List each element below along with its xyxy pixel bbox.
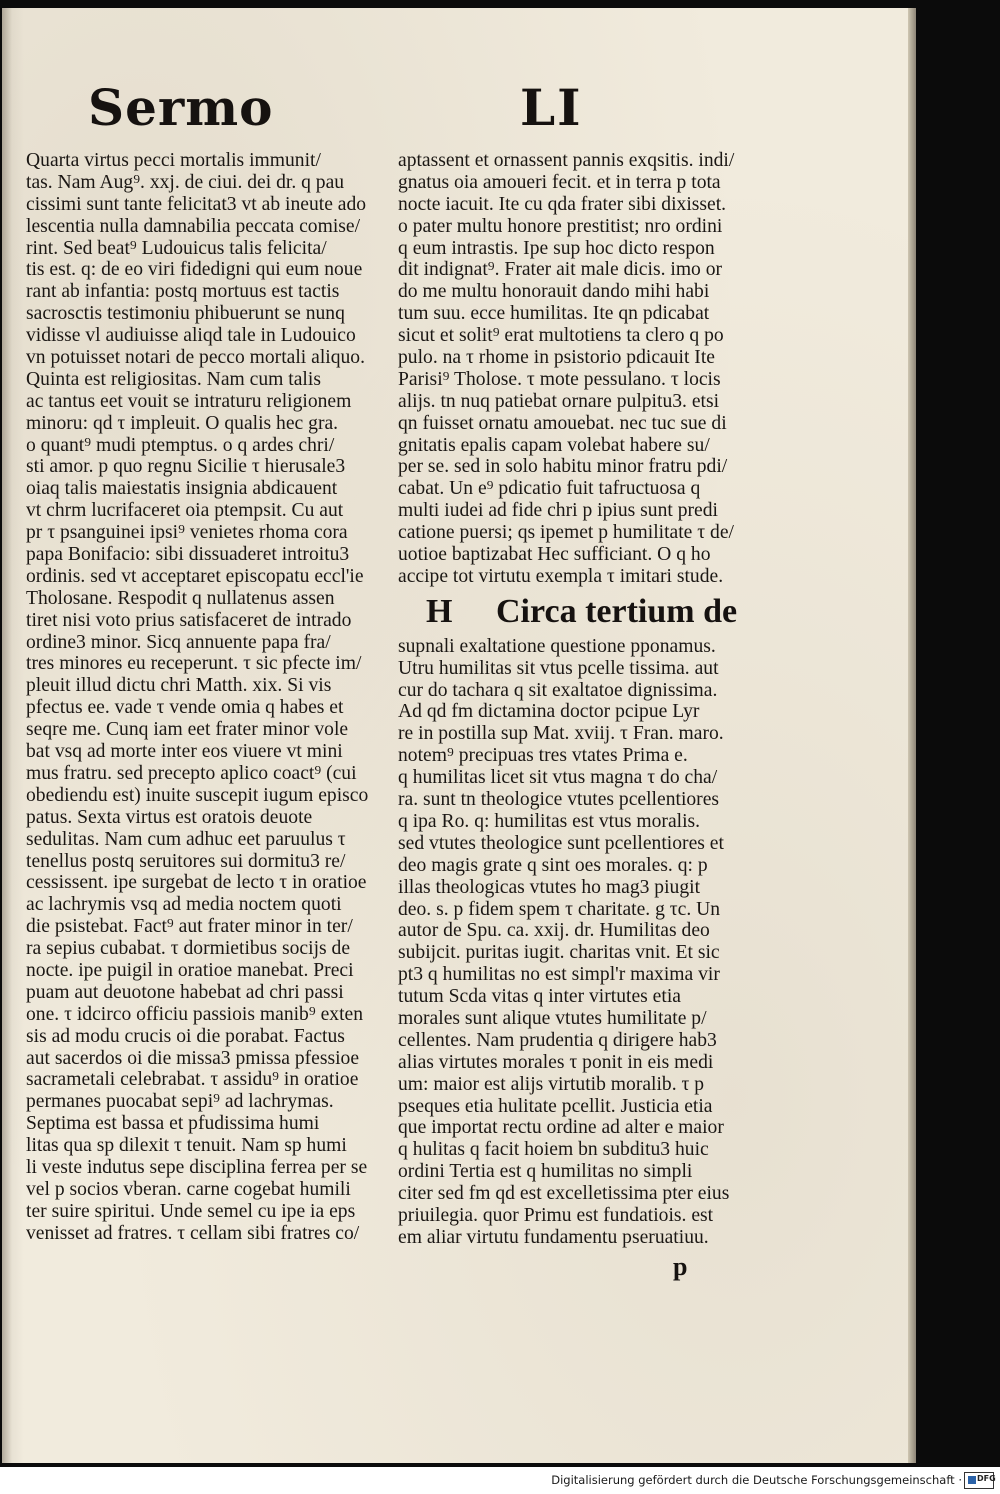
text-line: puam aut deuotone habebat ad chri passi (26, 981, 344, 1003)
text-line: re in postilla sup Mat. xviij. τ Fran. maro. (398, 723, 724, 745)
section-heading-text: Circa tertium de (496, 592, 738, 630)
text-line: ordine3 minor. Sicq annuente papa fra/ (26, 631, 331, 653)
text-line: Utru humilitas sit vtus pcelle tissima. aut (398, 657, 719, 679)
text-line: cur do tachara q sit exaltatoe dignissima. (398, 679, 718, 701)
text-line: papa Bonifacio: sibi dissuaderet introitu3 (26, 544, 350, 566)
text-line: cissimi sunt tante felicitat3 vt ab ineute ado (26, 193, 367, 215)
text-line: bat vsq ad morte inter eos viuere vt mini (26, 741, 343, 763)
dfg-logo-mark-icon (968, 1476, 976, 1484)
footer-credit: Digitalisierung gefördert durch die Deutsche Forschungsgemeinschaft · (551, 1473, 962, 1487)
text-line: per se. sed in solo habitu minor fratru pdi/ (398, 456, 728, 478)
footer-bar (0, 1467, 1000, 1494)
text-line: ordini Tertia est q humilitas no simpli (398, 1161, 693, 1183)
text-line: em aliar virtutu fundamentu pseruatiuu. (398, 1226, 709, 1248)
text-line: gnitatis epalis capam volebat habere su/ (398, 434, 710, 456)
text-line: rint. Sed beat⁹ Ludouicus talis felicita/ (26, 237, 327, 259)
text-line: aut sacerdos oi die missa3 pmissa pfessioe (26, 1047, 360, 1069)
text-line: deo. s. p fidem spem τ charitate. g τc. Un (398, 898, 721, 920)
text-line: pr τ psanguinei ipsi⁹ venietes rhoma cora (26, 522, 348, 544)
text-line: minoru: qd τ impleuit. O qualis hec gra. (26, 412, 339, 434)
text-line: Ad qd fm dictamina doctor pcipue Lyr (398, 701, 700, 723)
text-line: tres minores eu receperunt. τ sic pfecte im/ (26, 653, 362, 675)
text-line: cabat. Un e⁹ pdicatio fuit tafructuosa q (398, 478, 701, 500)
text-line: sis ad modu crucis oi die porabat. Factus (26, 1025, 345, 1047)
text-line: vidisse vl audiuisse aliqd tale in Ludouico (26, 325, 356, 347)
text-line: Septima est bassa et pfudissima humi (26, 1113, 320, 1135)
text-line: one. τ idcirco officiu passiois manib⁹ exten (26, 1003, 364, 1025)
text-line: patus. Sexta virtus est oratois deuote (26, 806, 313, 828)
text-line: gnatus oia amoueri fecit. et in terra p tota (398, 171, 721, 193)
text-line: tas. Nam Aug⁹. xxj. de ciui. dei dr. q pau (26, 171, 345, 193)
text-line: obediendu est) inuite suscepit iugum episco (26, 784, 369, 806)
dfg-logo-text: DFG (977, 1474, 996, 1483)
text-line: ra. sunt tn theologice vtutes pcellentiores (398, 789, 720, 811)
text-line: tum suu. ecce humilitas. Ite qn pdicabat (398, 303, 710, 325)
text-line: nocte. ipe puigil in oratioe manebat. Preci (26, 959, 354, 981)
text-line: ter suire spiritui. Unde semel cu ipe ia eps (26, 1200, 356, 1222)
text-line: venisset ad fratres. τ cellam sibi fratres co/ (26, 1222, 360, 1244)
text-line: qn fuisset ornatu amouebat. nec tuc sue di (398, 412, 727, 434)
text-line: morales sunt alique vtutes humilitate p/ (398, 1007, 707, 1029)
text-line: aptassent et ornassent pannis exqsitis. indi/ (398, 150, 735, 171)
text-line: vn potuisset notari de pecco mortali aliquo. (26, 347, 365, 369)
left-column (26, 150, 378, 1245)
text-line: ordinis. sed vt acceptaret episcopatu eccl'ie (26, 565, 364, 587)
text-line: oiaq talis maiestatis insignia abdicauent (26, 478, 338, 500)
text-line: subijcit. puritas iugit. charitas vnit. Et sic (398, 942, 720, 964)
text-line: accipe tot virtutu exempla τ imitari stude. (398, 565, 724, 587)
text-line: multi iudei ad fide chri p ipius sunt predi (398, 500, 718, 522)
text-line: pfectus ee. vade τ vende omia q habes et (26, 697, 344, 719)
text-line: ac lachrymis vsq ad media noctem quoti (26, 894, 342, 916)
text-line: tiret nisi voto prius satisfaceret de intrado (26, 609, 352, 631)
folio-number: LI (520, 78, 583, 137)
text-line: cessissent. ipe surgebat de lecto τ in oratioe (26, 872, 367, 894)
text-line: illas theologicas vtutes ho mag3 piugit (398, 876, 701, 898)
right-column-top-block (398, 150, 764, 588)
text-line: priuilegia. quor Primu est fundatiois. est (398, 1204, 714, 1226)
text-line: litas qua sp dilexit τ tenuit. Nam sp humi (26, 1135, 347, 1157)
page-edge (908, 8, 916, 1463)
text-line: sicut et solit⁹ erat multotiens ta clero q po (398, 325, 724, 347)
dfg-logo (964, 1472, 994, 1489)
text-line: do me multu honorauit dando mihi habi (398, 281, 710, 303)
text-line: cellentes. Nam prudentia q dirigere hab3 (398, 1029, 717, 1051)
text-line: q humilitas licet sit vtus magna τ do cha/ (398, 767, 718, 789)
text-line: permanes puocabat sepi⁹ ad lachrymas. (26, 1091, 334, 1113)
text-line: Parisi⁹ Tholose. τ mote pessulano. τ locis (398, 368, 721, 390)
text-line: q ipa Ro. q: humilitas est vtus moralis. (398, 810, 701, 832)
text-line: tutum Scda vitas q inter virtutes etia (398, 986, 681, 1008)
section-heading (398, 588, 764, 636)
text-line: sed vtutes theologice sunt pcellentiores et (398, 832, 724, 854)
text-line: pseques etia hulitate pcellit. Justicia etia (398, 1095, 713, 1117)
text-line: supnali exaltatione questione pponamus. (398, 635, 716, 657)
text-line: Tholosane. Respodit q nullatenus assen (26, 587, 335, 609)
text-line: lescentia nulla damnabilia peccata comise/ (26, 215, 361, 237)
text-line: alijs. tn nuq patiebat ornare pulpitu3. etsi (398, 390, 720, 412)
text-line: ac tantus eet vouit se intraturu religionem (26, 390, 352, 412)
text-line: um: maior est alijs virtutib moralib. τ p (398, 1073, 705, 1095)
text-line: sacrosctis testimoniu phibuerunt se nunq (26, 303, 345, 325)
text-line: notem⁹ precipuas tres vtates Prima e. (398, 745, 688, 767)
text-line: uotioe baptizabat Hec sufficiant. O q ho (398, 544, 711, 566)
section-initial: H (426, 592, 453, 630)
right-column-bottom-block (398, 636, 764, 1249)
text-line: alias virtutes morales τ ponit in eis medi (398, 1051, 714, 1073)
text-line: autor de Spu. ca. xxij. dr. Humilitas deo (398, 920, 710, 942)
text-line: que importat rectu ordine ad alter e maior (398, 1117, 724, 1139)
text-line: Quinta est religiositas. Nam cum talis (26, 368, 321, 390)
text-line: o quant⁹ mudi ptemptus. o q ardes chri/ (26, 434, 335, 456)
catchword: p (673, 1252, 688, 1281)
text-line: ra sepius cubabat. τ dormietibus socijs de (26, 938, 351, 960)
text-line: vt chrm lucrifaceret oia ptempsit. Cu aut (26, 500, 344, 522)
text-line: deo magis grate q sint oes morales. q: p (398, 854, 708, 876)
running-title: Sermo (88, 78, 274, 137)
text-line: q eum intrastis. Ipe sup hoc dicto respon (398, 237, 715, 259)
text-line: sti amor. p quo regnu Sicilie τ hierusale3 (26, 456, 346, 478)
text-line: seqre me. Cunq iam eet frater minor vole (26, 719, 349, 741)
text-line: nocte iacuit. Ite cu qda frater sibi dixisset. (398, 193, 727, 215)
text-line: tis est. q: de eo viri fidedigni qui eum noue (26, 259, 363, 281)
text-line: die psistebat. Fact⁹ aut frater minor in ter/ (26, 916, 353, 938)
text-line: li veste indutus sepe disciplina ferrea per se (26, 1156, 368, 1178)
text-line: pleuit illud dictu chri Matth. xix. Si vis (26, 675, 332, 697)
right-column (398, 150, 764, 1249)
text-line: sedulitas. Nam cum adhuc eet paruulus τ (26, 828, 346, 850)
text-line: citer sed fm qd est excelletissima pter eius (398, 1183, 730, 1205)
text-line: Quarta virtus pecci mortalis immunit/ (26, 150, 321, 171)
text-line: q hulitas q facit hoiem bn subditu3 huic (398, 1139, 709, 1161)
text-line: catione puersi; qs ipemet p humilitate τ de/ (398, 522, 734, 544)
text-line: mus fratru. sed precepto aplico coact⁹ (cui (26, 762, 357, 784)
text-line: pt3 q humilitas no est simpl'r maxima vir (398, 964, 720, 986)
text-line: dit indignat⁹. Frater ait male dicis. imo or (398, 259, 723, 281)
text-line: o pater multu honore prestitist; nro ordini (398, 215, 723, 237)
text-line: pulo. na τ rhome in psistorio pdicauit Ite (398, 347, 715, 369)
text-line: sacrametali celebrabat. τ assidu⁹ in oratioe (26, 1069, 359, 1091)
page-header (88, 78, 788, 148)
text-line: vel p socios vberan. carne cogebat humili (26, 1178, 351, 1200)
text-line: rant ab infantia: postq mortuus est tactis (26, 281, 340, 303)
text-line: tenellus postq seruitores sui dormitu3 re/ (26, 850, 346, 872)
